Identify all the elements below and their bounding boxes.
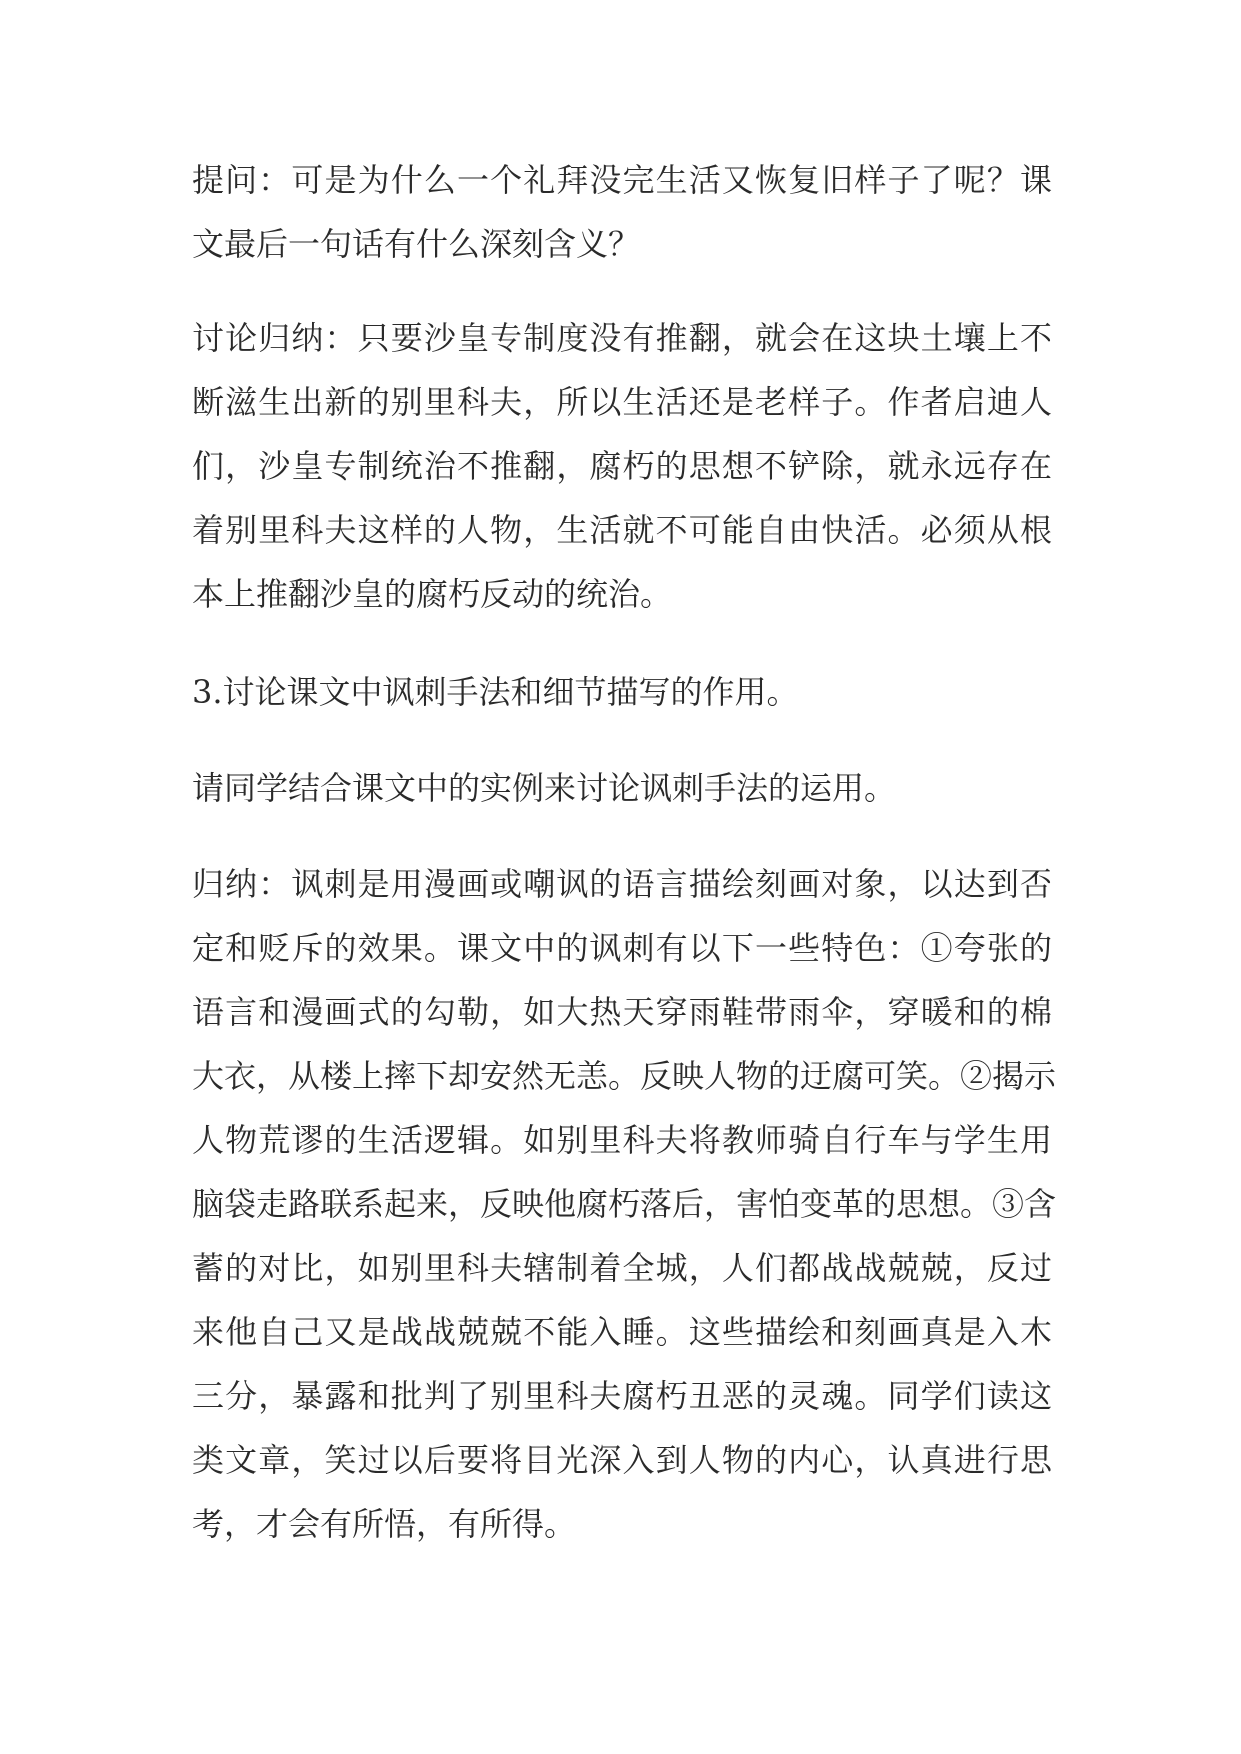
text-line: 本上推翻沙皇的腐朽反动的统治。 (192, 575, 673, 613)
text-line: 着别里科夫这样的人物，生活就不可能自由快活。必须从根 (192, 511, 1052, 549)
text-line: 三分，暴露和批判了别里科夫腐朽丑恶的灵魂。同学们读这 (192, 1377, 1052, 1415)
text-line: 们，沙皇专制统治不推翻，腐朽的思想不铲除，就永远存在 (192, 447, 1052, 485)
text-line: 提问：可是为什么一个礼拜没完生活又恢复旧样子了呢？课 (192, 161, 1052, 199)
text-line: 文最后一句话有什么深刻含义？ (192, 225, 641, 263)
section-heading: 3.讨论课文中讽刺手法和细节描写的作用。 (192, 673, 799, 711)
text-line: 类文章，笑过以后要将目光深入到人物的内心，认真进行思 (192, 1441, 1052, 1479)
text-line: 人物荒谬的生活逻辑。如别里科夫将教师骑自行车与学生用 (192, 1121, 1052, 1159)
text-line: 考，才会有所悟，有所得。 (192, 1505, 577, 1543)
text-line: 断滋生出新的别里科夫，所以生活还是老样子。作者启迪人 (192, 383, 1052, 421)
text-line: 讨论归纳：只要沙皇专制度没有推翻，就会在这块土壤上不 (192, 319, 1052, 357)
text-line: 蓄的对比，如别里科夫辖制着全城，人们都战战兢兢，反过 (192, 1249, 1052, 1287)
text-line: 大衣，从楼上摔下却安然无恙。反映人物的迂腐可笑。②揭示 (192, 1057, 1057, 1095)
text-line: 脑袋走路联系起来，反映他腐朽落后，害怕变革的思想。③含 (192, 1185, 1057, 1223)
text-line: 请同学结合课文中的实例来讨论讽刺手法的运用。 (192, 769, 897, 807)
text-line: 语言和漫画式的勾勒，如大热天穿雨鞋带雨伞，穿暖和的棉 (192, 993, 1052, 1031)
text-line: 定和贬斥的效果。课文中的讽刺有以下一些特色：①夸张的 (192, 929, 1052, 967)
text-line: 归纳：讽刺是用漫画或嘲讽的语言描绘刻画对象，以达到否 (192, 865, 1052, 903)
text-line: 来他自己又是战战兢兢不能入睡。这些描绘和刻画真是入木 (192, 1313, 1052, 1351)
